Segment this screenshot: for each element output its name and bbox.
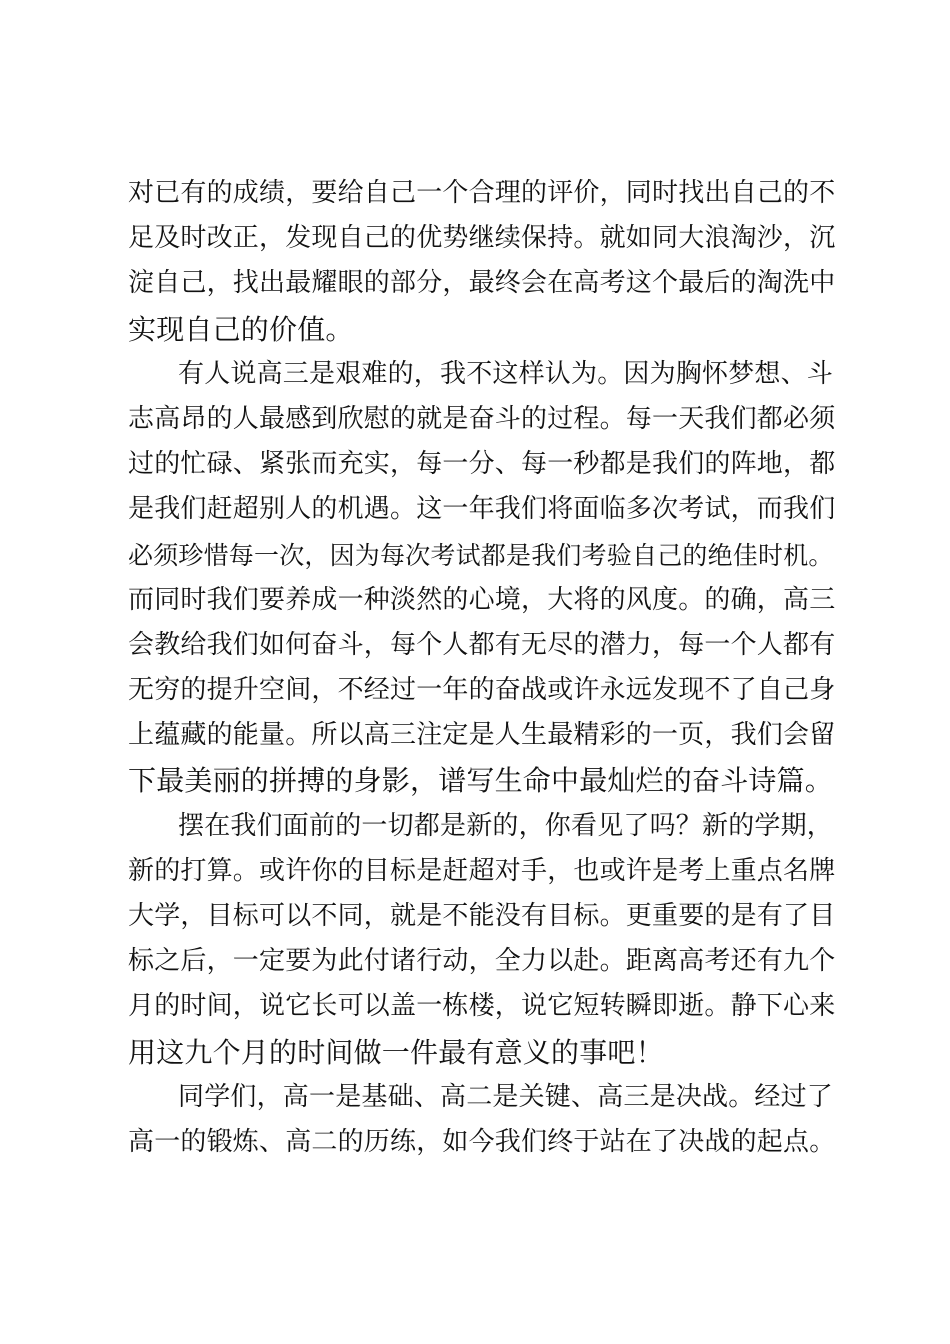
text-line: 无穷的提升空间，不经过一年的奋战或许永远发现不了自己身 bbox=[128, 675, 836, 706]
text-line: 上蕴藏的能量。所以高三注定是人生最精彩的一页，我们会留 bbox=[128, 720, 836, 751]
text-line: 标之后，一定要为此付诸行动，全力以赴。距离高考还有九个 bbox=[128, 946, 836, 977]
document-body bbox=[128, 171, 838, 1165]
text-line: 是我们赶超别人的机遇。这一年我们将面临多次考试，而我们 bbox=[128, 494, 836, 525]
paragraph-4 bbox=[128, 1075, 838, 1165]
paragraph-1 bbox=[128, 171, 838, 352]
text-line: 月的时间，说它长可以盖一栋楼，说它短转瞬即逝。静下心来 bbox=[128, 991, 836, 1022]
text-line: 下最美丽的拼搏的身影，谱写生命中最灿烂的奋斗诗篇。 bbox=[128, 764, 834, 798]
text-line: 用这九个月的时间做一件最有意义的事吧！ bbox=[128, 1035, 664, 1069]
text-line: 必须珍惜每一次，因为每次考试都是我们考验自己的绝佳时机。 bbox=[128, 540, 834, 570]
text-line: 对已有的成绩，要给自己一个合理的评价，同时找出自己的不 bbox=[128, 178, 836, 208]
paragraph-3 bbox=[128, 804, 838, 1075]
text-line: 志高昂的人最感到欣慰的就是奋斗的过程。每一天我们都必须 bbox=[128, 403, 836, 434]
text-line: 而同时我们要养成一种淡然的心境，大将的风度。的确，高三 bbox=[128, 584, 836, 615]
text-line: 摆在我们面前的一切都是新的，你看见了吗？新的学期， bbox=[178, 810, 834, 841]
text-line: 新的打算。或许你的目标是赶超对手，也或许是考上重点名牌 bbox=[128, 855, 836, 886]
text-line: 大学，目标可以不同，就是不能没有目标。更重要的是有了目 bbox=[128, 901, 836, 931]
text-line: 高一的锻炼、高二的历练，如今我们终于站在了决战的起点。 bbox=[128, 1126, 836, 1157]
text-line: 有人说高三是艰难的，我不这样认为。因为胸怀梦想、斗 bbox=[178, 358, 834, 389]
text-line: 实现自己的价值。 bbox=[128, 312, 354, 346]
paragraph-2 bbox=[128, 352, 838, 804]
text-line: 会教给我们如何奋斗，每个人都有无尽的潜力，每一个人都有 bbox=[128, 629, 836, 660]
text-line: 足及时改正，发现自己的优势继续保持。就如同大浪淘沙，沉 bbox=[128, 223, 836, 254]
text-line: 淀自己，找出最耀眼的部分，最终会在高考这个最后的淘洗中 bbox=[128, 268, 836, 299]
text-line: 过的忙碌、紧张而充实，每一分、每一秒都是我们的阵地，都 bbox=[128, 449, 836, 480]
text-line: 同学们，高一是基础、高二是关键、高三是决战。经过了 bbox=[178, 1081, 834, 1112]
